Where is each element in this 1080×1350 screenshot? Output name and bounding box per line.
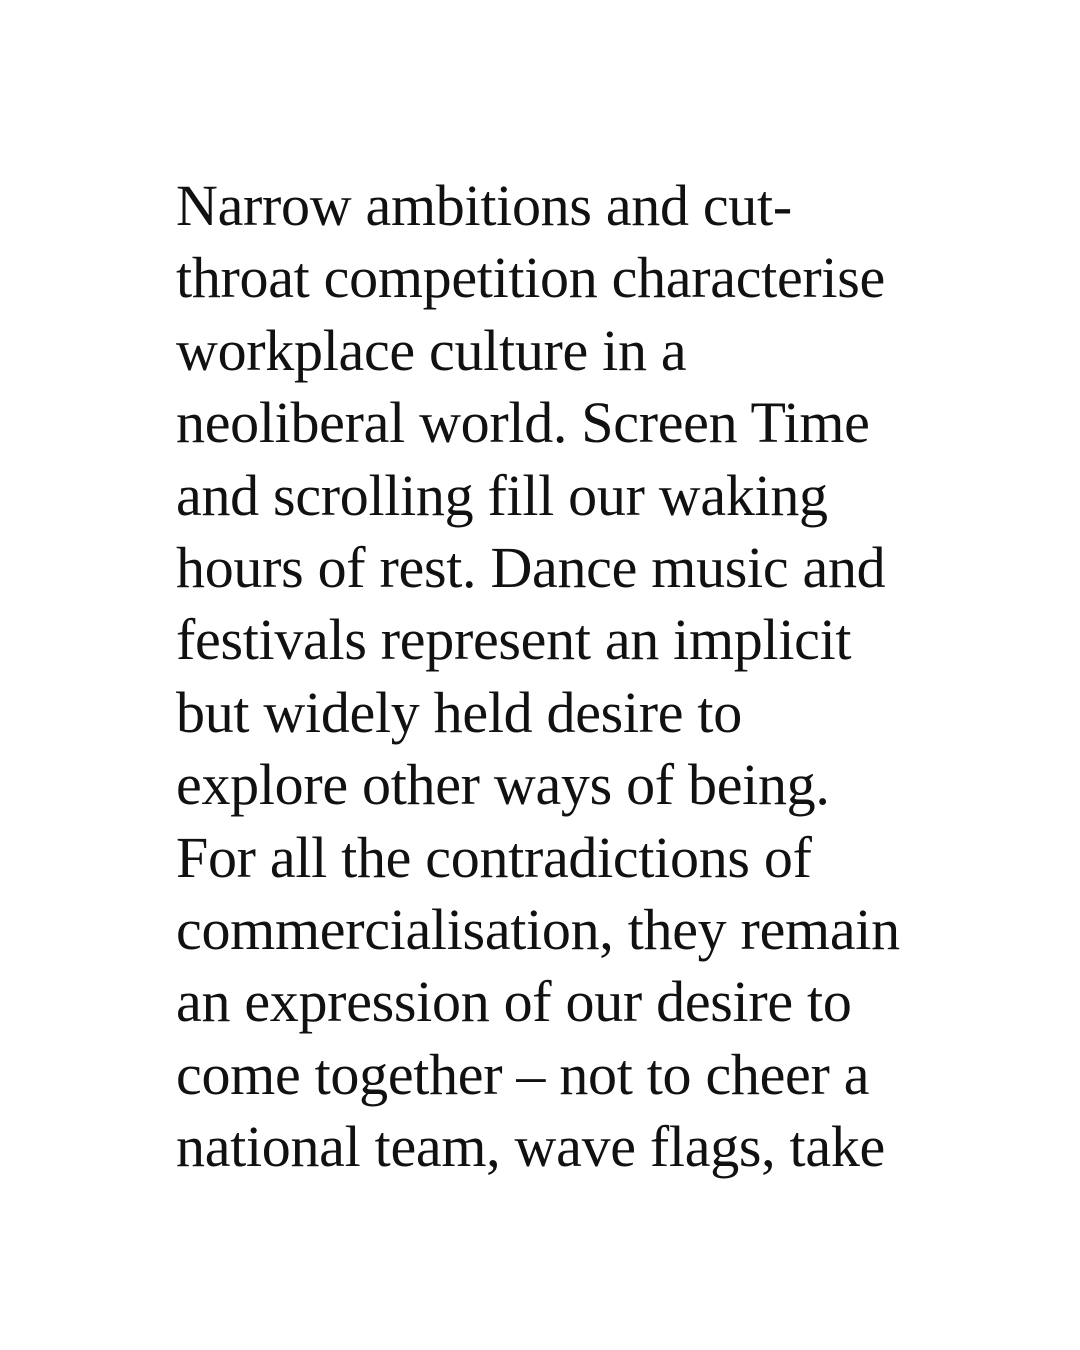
text-line: commercialisation, they remain — [176, 897, 900, 963]
text-line: hours of rest. Dance music and — [176, 535, 886, 601]
text-line: but widely held desire to — [176, 679, 742, 745]
text-line: come together – not to cheer a — [176, 1041, 870, 1107]
text-line: workplace culture in a — [176, 317, 687, 383]
text-line: an expression of our desire to — [176, 969, 852, 1035]
text-line: festivals represent an implicit — [176, 607, 852, 673]
text-line: explore other ways of being. — [176, 752, 830, 818]
text-line: neoliberal world. Screen Time — [176, 390, 870, 456]
text-line: national team, wave flags, take — [176, 1114, 885, 1180]
text-line: Narrow ambitions and cut- — [176, 173, 792, 238]
text-line: throat competition characterise — [176, 245, 885, 311]
body-paragraph — [176, 170, 996, 1184]
text-line: For all the contradictions of — [176, 824, 812, 890]
text-line: and scrolling fill our waking — [176, 462, 828, 528]
